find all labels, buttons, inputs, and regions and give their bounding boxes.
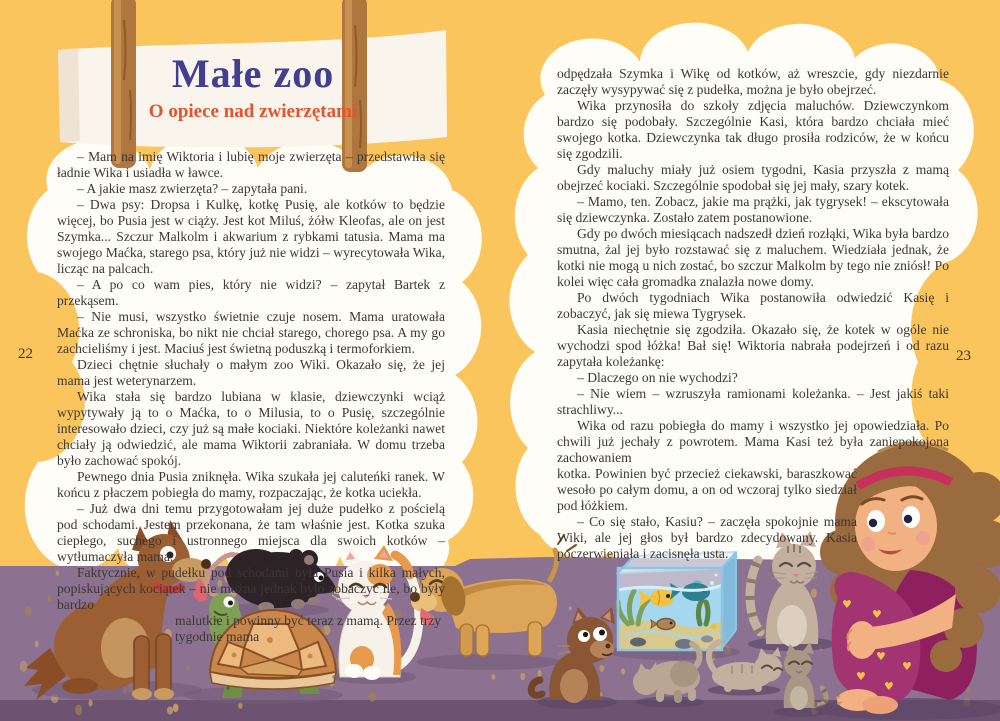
story-paragraph: Kasia niechętnie się zgodziła. Okazało się, że kotek w ogóle nie wychodzi spod łóżka! Bał się! Wiktoria nabrała podejrzeń i od razu zapytała koleżankę: bbox=[557, 322, 949, 369]
story-paragraph: – Już dwa dni temu przygotowałam jej duże pudełko z pościelą pod schodami. Jestem przekonana, że tam właśnie jest. Kotka szuka ciepłego, suchego i ustronnego miejsca dla swoich kotków – wytłumaczyła mama. bbox=[57, 501, 445, 564]
story-paragraph: – Mamo, ten. Zobacz, jakie ma prążki, jak tygrysek! – ekscytowała się dziewczynka. Zostało zatem postanowione. bbox=[557, 194, 949, 225]
svg-text:♥: ♥ bbox=[876, 650, 886, 663]
story-paragraph: Gdy po dwóch miesiącach nadszedł dzień rozłąki, Wika była bardzo smutna, żal jej było rozstawać się z maluchem. Wiedziała jednak, że kotki nie mogą u nich zostać, bo szczur Malkolm by tego nie zniósł! Po kolei więc cała gromadka znalazła nowe domy. bbox=[557, 226, 949, 289]
story-paragraph: – Dlaczego on nie wychodzi? bbox=[577, 370, 738, 385]
svg-text:♥: ♥ bbox=[842, 598, 852, 611]
page-number-left: 22 bbox=[18, 346, 33, 362]
svg-text:♥: ♥ bbox=[872, 608, 882, 621]
svg-text:♥: ♥ bbox=[902, 660, 912, 673]
story-paragraph: Dzieci chętnie słuchały o małym zoo Wiki. Okazało się, że jej mama jest weterynarzem. bbox=[57, 357, 445, 388]
story-paragraph: – Nie wiem – wzruszyła ramionami koleżanka. – Jest jakiś taki strachliwy... bbox=[557, 386, 949, 417]
story-paragraph: – Mam na imię Wiktoria i lubię moje zwierzęta – przedstawiła się ładnie Wika i usiadła w ławce. bbox=[57, 149, 445, 180]
story-paragraph: Wika przynosiła do szkoły zdjęcia maluchów. Dziewczynkom bardzo się podobały. Szczególnie Kasi, która bardzo chciała mieć swojego kotka. Dziewczynka tak długo prosiła rodziców, że w końcu się zgodzili. bbox=[557, 98, 949, 161]
left-page-text bbox=[57, 149, 445, 645]
book-title: Małe zoo bbox=[171, 51, 335, 96]
story-paragraph: Gdy maluchy miały już osiem tygodni, Kasia przyszła z mamą obejrzeć kociaki. Szczególnie spodobał się jej mały, szary kotek. bbox=[557, 162, 949, 193]
story-paragraph: odpędzała Szymka i Wikę od kotków, aż wreszcie, gdy niezdarnie zaczęły wysypywać się z pudełka, można je było obejrzeć. bbox=[557, 66, 949, 97]
story-paragraph: Wika od razu pobiegła do mamy i wszystko jej opowiedziała. Po chwili już jechały z powrotem. Mama Kasi też była zaniepokojona zachowaniem bbox=[557, 418, 949, 465]
story-paragraph: Wika stała się bardzo lubiana w klasie, dziewczynki wciąż wypytywały ją to o Maćka, to o Milusia, to o Pusię, szczególnie interesowało dzieci, czy już są małe kociaki. Niektóre koleżanki nawet chciały ją odwiedzić, ale mama Wiktorii zabraniała. W domu trzeba było zachować spokój. bbox=[57, 389, 445, 468]
story-paragraph: – Dwa psy: Dropsa i Kulkę, kotkę Pusię, ale kotków to będzie więcej, bo Pusia jest w ciąży. Jest kot Miluś, żółw Kleofas, ale on jest Szymka... Szczur Malkolm i akwarium z rybkami tatusia. Mama ma swojego Maćka, starego psa, który już nie widzi – wyrecytowała Wika, licząc na palcach. bbox=[57, 197, 445, 276]
story-paragraph: – Nie musi, wszystko świetnie czuje nosem. Mama uratowała Maćka ze schroniska, bo nikt nie chciał starego, chorego psa. A my go zachcieliśmy i jest. Maciuś jest świetną poduszką i termoforkiem. bbox=[57, 309, 445, 356]
story-paragraph: malutkie i powinny być teraz z mamą. Przez trzy tygodnie mama bbox=[175, 613, 442, 644]
story-paragraph: – A jakie masz zwierzęta? – zapytała pani. bbox=[77, 181, 308, 196]
story-paragraph: – A po co wam pies, który nie widzi? – zapytał Bartek z przekąsem. bbox=[57, 277, 445, 308]
page-number-right: 23 bbox=[956, 348, 971, 364]
right-page-text bbox=[557, 66, 949, 562]
story-paragraph: kotka. Powinien być przecież ciekawski, baraszkować wesoło po całym domu, a on od wczoraj tylko siedział pod łóżkiem. bbox=[557, 466, 857, 513]
svg-text:♥: ♥ bbox=[856, 670, 866, 683]
story-paragraph: Po dwóch tygodniach Wika postanowiła odwiedzić Kasię i zobaczyć, jak się miewa Tygrysek. bbox=[557, 290, 949, 321]
story-paragraph: Faktycznie, w pudełku pod schodami była Pusia i kilka małych, popiskujących kociątek – nie można jednak było zobaczyć ile, bo były bardzo bbox=[57, 565, 445, 612]
story-paragraph: Pewnego dnia Pusia zniknęła. Wika szukała jej caluteńki ranek. W końcu z płaczem pobiegła do mamy, rozpaczając, że kotka uciekła. bbox=[57, 469, 445, 500]
story-paragraph: – Co się stało, Kasiu? – zaczęła spokojnie mama Wiki, ale jej głos był bardzo zdecydowany. Kasia poczerwieniała i zacisnęła usta. bbox=[557, 514, 857, 561]
svg-text:♥: ♥ bbox=[884, 680, 894, 693]
book-subtitle: O opiece nad zwierzętami bbox=[148, 101, 358, 122]
